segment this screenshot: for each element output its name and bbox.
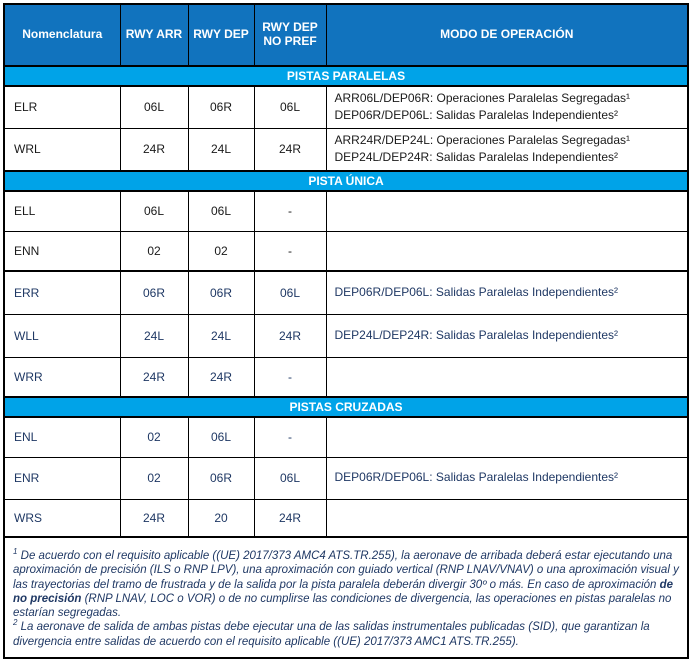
section-title: PISTA ÚNICA — [4, 171, 688, 191]
cell-nomenclatura: WRR — [4, 357, 120, 397]
cell-rwy-dep: 20 — [188, 499, 254, 537]
cell-modo — [326, 191, 688, 231]
cell-rwy-dep-no-pref: - — [254, 231, 326, 271]
cell-rwy-dep: 06R — [188, 86, 254, 128]
header-rwy-dep-no-pref: RWY DEP NO PREF — [254, 4, 326, 66]
cell-modo — [326, 457, 688, 499]
header-rwy-dep: RWY DEP — [188, 4, 254, 66]
cell-rwy-arr: 02 — [120, 417, 188, 457]
section-band-pistas-cruzadas — [4, 397, 688, 417]
cell-rwy-dep-no-pref: - — [254, 357, 326, 397]
cell-modo — [326, 499, 688, 537]
cell-modo — [326, 86, 688, 128]
cell-nomenclatura: ELR — [4, 86, 120, 128]
cell-rwy-dep-no-pref: 06L — [254, 457, 326, 499]
table-row — [4, 499, 688, 537]
cell-rwy-arr: 02 — [120, 231, 188, 271]
cell-rwy-dep: 06R — [188, 457, 254, 499]
cell-rwy-dep-no-pref: 06L — [254, 271, 326, 314]
mode-line: DEP24L/DEP24R: Salidas Paralelas Independientes² — [334, 327, 619, 342]
cell-modo — [326, 357, 688, 397]
mode-line: ARR06L/DEP06R: Operaciones Paralelas Segregadas¹ — [334, 90, 630, 105]
cell-modo — [326, 271, 688, 314]
cell-rwy-dep-no-pref: - — [254, 417, 326, 457]
cell-rwy-arr: 06L — [120, 86, 188, 128]
table-header-row — [4, 4, 688, 66]
header-modo-de-operacion: MODO DE OPERACIÓN — [326, 4, 688, 66]
cell-rwy-dep: 06L — [188, 191, 254, 231]
footnote-2-text: La aeronave de salida de ambas pistas debe ejecutar una de las salidas instrumentales publicadas (SID), que garantizan la divergencia entre salidas de acuerdo con el requisito aplicable ((UE) 2017/373 AMC1 ATS.TR.255). — [13, 621, 650, 648]
table-row — [4, 314, 688, 357]
section-band-pistas-paralelas — [4, 66, 688, 86]
cell-nomenclatura: ENN — [4, 231, 120, 271]
cell-rwy-dep-no-pref: 24R — [254, 128, 326, 171]
cell-nomenclatura: ENR — [4, 457, 120, 499]
footnote-1-bold-text: de no precisión — [13, 578, 674, 605]
cell-nomenclatura: ENL — [4, 417, 120, 457]
mode-line: DEP06R/DEP06L: Salidas Paralelas Independientes² — [334, 285, 619, 300]
footnote-1 — [13, 549, 679, 620]
runway-modes-table — [3, 3, 689, 659]
cell-modo — [326, 417, 688, 457]
footnote-1-marker: 1 — [13, 547, 18, 557]
header-nomenclatura: Nomenclatura — [4, 4, 120, 66]
cell-rwy-dep-no-pref: 24R — [254, 499, 326, 537]
cell-nomenclatura: WRL — [4, 128, 120, 171]
mode-line: DEP06R/DEP06L: Salidas Paralelas Independientes² — [334, 108, 619, 123]
cell-rwy-dep-no-pref: 24R — [254, 314, 326, 357]
cell-rwy-dep: 24R — [188, 357, 254, 397]
footnote-2-marker: 2 — [13, 618, 18, 628]
section-title: PISTAS PARALELAS — [4, 66, 688, 86]
section-title: PISTAS CRUZADAS — [4, 397, 688, 417]
cell-nomenclatura: WLL — [4, 314, 120, 357]
cell-modo — [326, 231, 688, 271]
table-row — [4, 191, 688, 231]
mode-line: ARR24R/DEP24L: Operaciones Paralelas Segregadas¹ — [334, 132, 630, 147]
cell-modo — [326, 128, 688, 171]
mode-line: DEP24L/DEP24R: Salidas Paralelas Independientes² — [334, 150, 619, 165]
cell-rwy-arr: 06R — [120, 271, 188, 314]
cell-rwy-dep: 24L — [188, 314, 254, 357]
footnote-1-text-cont: (RNP LNAV, LOC o VOR) o de no cumplirse las condiciones de divergencia, las operaciones en pistas paralelas no estarían segregadas. — [13, 592, 672, 619]
table-row — [4, 357, 688, 397]
footnote-1-text: De acuerdo con el requisito aplicable ((UE) 2017/373 AMC4 ATS.TR.255), la aeronave de arribada deberá estar ejecutando una aproximación de precisión (ILS o RNP LPV), una aproximación con guiado vertical (RNP LNAV/VNAV) o una aproximación visual y las trayectorias del tramo de frustrada y de la salida por la pista paralela deberán divergir 30º o más. En caso de aproximación — [13, 550, 679, 591]
table-row — [4, 417, 688, 457]
mode-line: DEP06R/DEP06L: Salidas Paralelas Independientes² — [334, 470, 619, 485]
section-band-pista-unica — [4, 171, 688, 191]
cell-nomenclatura: ERR — [4, 271, 120, 314]
footnote-2 — [13, 620, 679, 649]
cell-rwy-dep: 02 — [188, 231, 254, 271]
footnotes-cell — [4, 537, 688, 658]
cell-nomenclatura: ELL — [4, 191, 120, 231]
cell-rwy-dep: 24L — [188, 128, 254, 171]
table-row — [4, 457, 688, 499]
cell-rwy-arr: 06L — [120, 191, 188, 231]
header-rwy-arr: RWY ARR — [120, 4, 188, 66]
cell-rwy-dep-no-pref: - — [254, 191, 326, 231]
cell-rwy-arr: 02 — [120, 457, 188, 499]
cell-rwy-dep: 06R — [188, 271, 254, 314]
cell-nomenclatura: WRS — [4, 499, 120, 537]
footnotes-row — [4, 537, 688, 658]
cell-rwy-dep-no-pref: 06L — [254, 86, 326, 128]
table-row — [4, 86, 688, 128]
cell-modo — [326, 314, 688, 357]
cell-rwy-arr: 24R — [120, 128, 188, 171]
cell-rwy-dep: 06L — [188, 417, 254, 457]
table-row — [4, 231, 688, 271]
table-row — [4, 128, 688, 171]
cell-rwy-arr: 24L — [120, 314, 188, 357]
table-row — [4, 271, 688, 314]
cell-rwy-arr: 24R — [120, 357, 188, 397]
cell-rwy-arr: 24R — [120, 499, 188, 537]
